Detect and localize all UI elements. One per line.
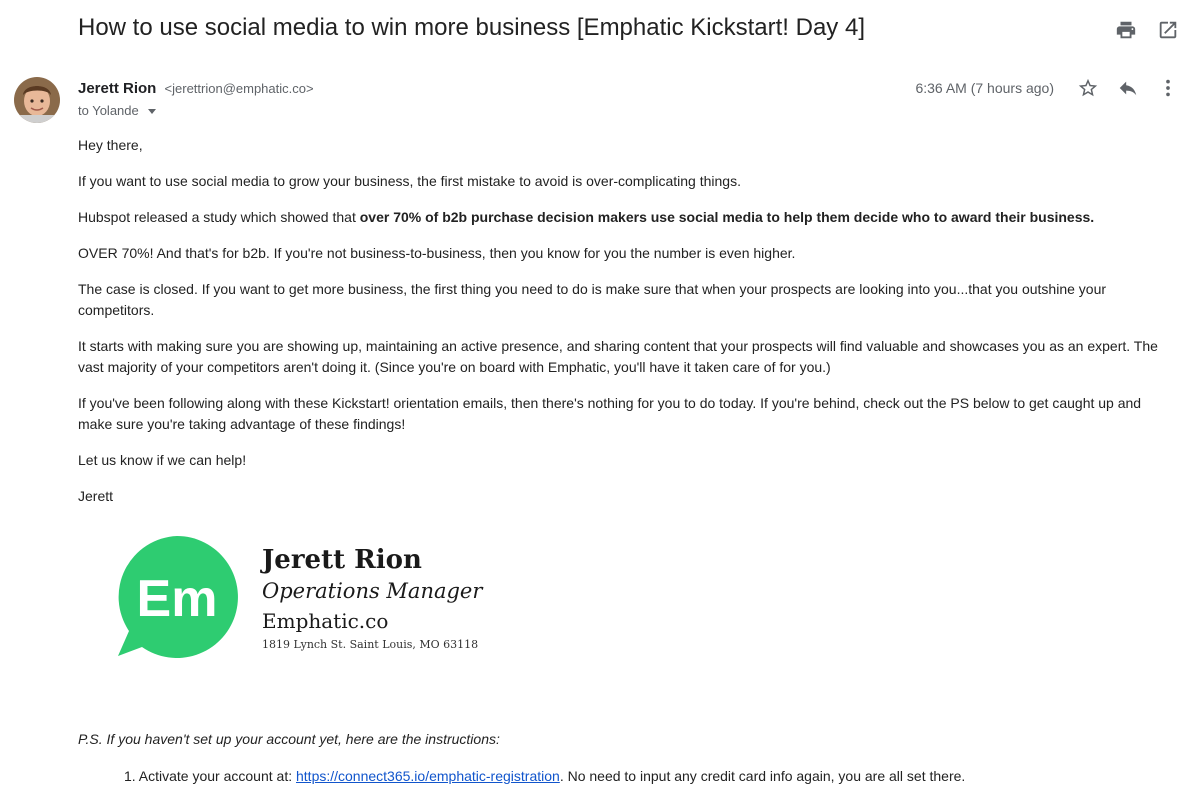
greeting: Hey there, <box>78 137 143 153</box>
email-subject: How to use social media to win more business [Emphatic Kickstart! Day 4] <box>78 14 865 41</box>
signature-address: 1819 Lynch St. Saint Louis, MO 63118 <box>262 638 479 651</box>
ps-list-item <box>124 768 965 784</box>
body-paragraph: OVER 70%! And that's for b2b. If you're not business-to-business, then you know for you the number is even higher. <box>78 245 796 261</box>
body-paragraph: The case is closed. If you want to get more business, the first thing you need to do is make sure that when your prospects are looking into you...that you outshine your competitors. <box>78 281 1107 318</box>
more-vert-icon[interactable] <box>1156 76 1180 100</box>
body-paragraph: If you want to use social media to grow your business, the first mistake to avoid is over-complicating things. <box>78 173 741 189</box>
sender-email: <jerettrion@emphatic.co> <box>164 81 314 96</box>
email-body <box>78 135 1178 522</box>
body-paragraph: It starts with making sure you are showing up, maintaining an active presence, and sharing content that your prospects will find valuable and showcases you as an expert. The vast majority of your competitors aren't doing it. (Since you're on board with Emphatic, you'll have it taken care of for you.) <box>78 338 1158 375</box>
message-actions <box>915 76 1180 100</box>
avatar[interactable] <box>14 77 60 123</box>
body-paragraph <box>78 207 1178 228</box>
signature-company: Emphatic.co <box>262 609 389 633</box>
email-signature <box>112 532 532 662</box>
sender-name[interactable]: Jerett Rion <box>78 80 157 97</box>
top-actions <box>1114 18 1180 42</box>
recipient-details[interactable] <box>78 103 156 118</box>
signature-title: Operations Manager <box>262 579 483 603</box>
body-bold-text: over 70% of b2b purchase decision makers use social media to help them decide who to award their business. <box>359 209 1095 225</box>
ps-item-text-end: . No need to input any credit card info again, you are all set there. <box>559 768 966 784</box>
logo-text: Em <box>136 570 218 628</box>
registration-link[interactable]: https://connect365.io/emphatic-registration <box>296 768 560 784</box>
sender-line <box>78 80 314 97</box>
body-text: Hubspot released a study which showed that <box>78 209 360 225</box>
star-icon[interactable] <box>1076 76 1100 100</box>
signoff: Jerett <box>78 488 114 504</box>
chevron-down-icon[interactable] <box>148 109 156 114</box>
reply-icon[interactable] <box>1116 76 1140 100</box>
open-in-new-window-icon[interactable] <box>1156 18 1180 42</box>
emphatic-logo <box>112 532 242 662</box>
recipient-label: to Yolande <box>78 103 139 118</box>
ps-item-text: 1. Activate your account at: <box>124 768 296 784</box>
timestamp: 6:36 AM (7 hours ago) <box>915 80 1054 96</box>
body-paragraph: If you've been following along with these Kickstart! orientation emails, then there's nothing for you to do today. If you're behind, check out the PS below to get caught up and make sure you're taking advantage of these findings! <box>78 395 1142 432</box>
print-icon[interactable] <box>1114 18 1138 42</box>
signature-name: Jerett Rion <box>262 545 422 575</box>
ps-intro: P.S. If you haven't set up your account yet, here are the instructions: <box>78 731 500 747</box>
body-paragraph: Let us know if we can help! <box>78 452 247 468</box>
signature-text <box>262 544 482 654</box>
